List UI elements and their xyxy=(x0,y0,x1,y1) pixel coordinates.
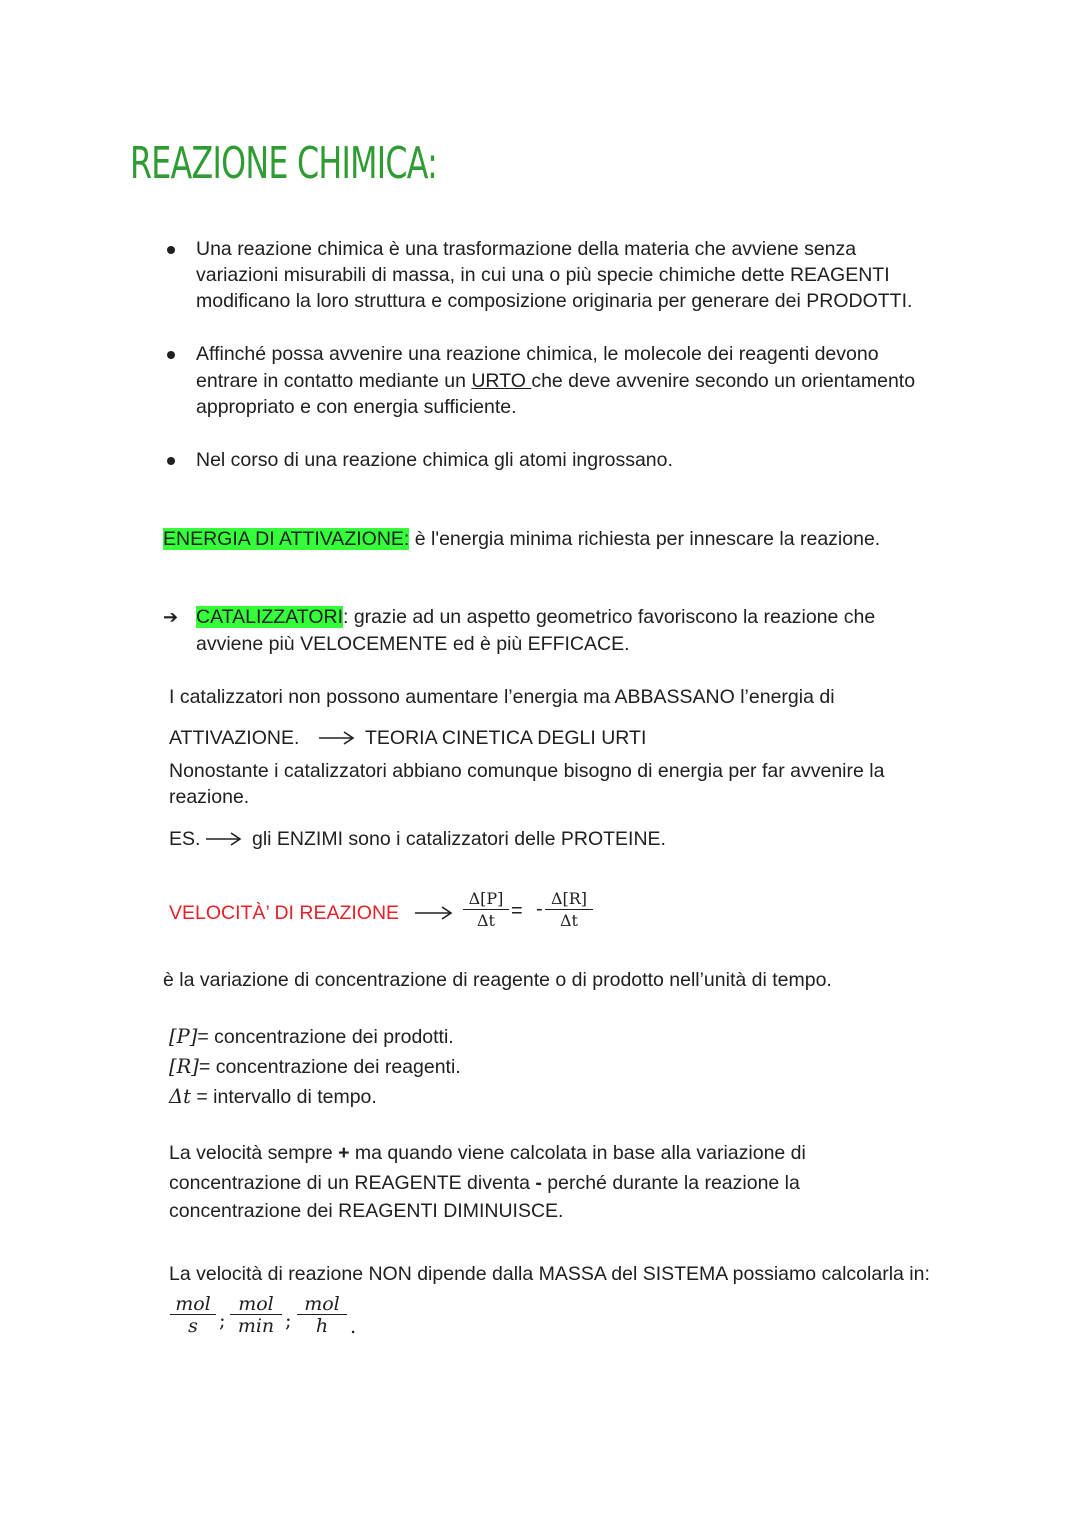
fraction-numerator: Δ[P] xyxy=(463,889,509,910)
paragraph-3-line-1: La velocità di reazione NON dipende dalla MASSA del SISTEMA possiamo calcolarla in: xyxy=(169,1263,930,1285)
bullet-dot xyxy=(167,246,175,254)
urto-text: URTO xyxy=(471,370,532,392)
unit-fraction xyxy=(170,1294,216,1337)
bullet-2-line-3: appropriato e con energia sufficiente. xyxy=(196,396,517,418)
paragraph-1-line-1: I catalizzatori non possono aumentare l’energia ma ABBASSANO l’energia di xyxy=(169,686,835,708)
equals-sign: = xyxy=(511,900,523,922)
fraction-denominator: Δt xyxy=(477,911,495,930)
energia-text: è l'energia minima richiesta per innescare la reazione. xyxy=(409,528,881,550)
plus-sign: + xyxy=(338,1142,350,1164)
esempio-text: gli ENZIMI sono i catalizzatori delle PROTEINE. xyxy=(252,828,666,850)
paragraph-1-line-2a: ATTIVAZIONE. xyxy=(169,727,300,749)
right-arrow-icon xyxy=(205,829,243,849)
bullet-1-line-1: Una reazione chimica è una trasformazione della materia che avviene senza xyxy=(196,238,857,260)
unit-end-period: . xyxy=(350,1315,357,1338)
legenda-text: = intervallo di tempo. xyxy=(190,1086,377,1108)
unit-numerator: mol xyxy=(170,1294,216,1315)
catalizzatori-text: : grazie ad un aspetto geometrico favoriscono la reazione che xyxy=(342,606,876,628)
bullet-dot xyxy=(167,457,175,465)
bullet-2-line-1: Affinché possa avvenire una reazione chimica, le molecole dei reagenti devono xyxy=(196,343,879,365)
paragraph-2-line-2-post: perché durante la reazione la xyxy=(541,1172,800,1194)
energia-attivazione xyxy=(163,526,880,552)
paragraph-2-line-2 xyxy=(169,1170,800,1196)
minus-sign: - xyxy=(536,898,543,920)
fraction-denominator: Δt xyxy=(560,911,578,930)
legenda-symbol: [P] xyxy=(169,1025,198,1048)
fraction-dp-dt xyxy=(463,889,509,932)
catalizzatori-line-1 xyxy=(196,604,875,630)
catalizzatori-highlight: CATALIZZATORI xyxy=(196,606,343,628)
unit-separator: ; xyxy=(285,1309,292,1332)
paragraph-1-line-4: reazione. xyxy=(169,786,250,808)
right-arrow-icon xyxy=(414,903,454,923)
paragraph-1-line-2b: TEORIA CINETICA DEGLI URTI xyxy=(365,727,647,749)
right-arrow-icon xyxy=(318,728,356,748)
unit-denominator: s xyxy=(188,1315,198,1337)
bullet-1-line-2: variazioni misurabili di massa, in cui una o più specie chimiche dette REAGENTI xyxy=(196,264,890,286)
paragraph-1-line-3: Nonostante i catalizzatori abbiano comunque bisogno di energia per far avvenire la xyxy=(169,760,885,782)
unit-denominator: min xyxy=(237,1315,275,1337)
bullet-3-line-1: Nel corso di una reazione chimica gli atomi ingrossano. xyxy=(196,449,673,471)
bullet-dot xyxy=(167,351,175,359)
unit-numerator: mol xyxy=(297,1294,347,1315)
unit-fraction xyxy=(297,1294,347,1337)
catalizzatori-line-2: avviene più VELOCEMENTE ed è più EFFICACE. xyxy=(196,633,630,655)
legenda-item xyxy=(169,1024,454,1050)
minus-sign: - xyxy=(535,1172,542,1194)
paragraph-2-line-3: concentrazione dei REAGENTI DIMINUISCE. xyxy=(169,1200,564,1222)
legenda-item xyxy=(169,1084,377,1110)
legenda-text: = concentrazione dei prodotti. xyxy=(197,1026,454,1048)
velocita-label: VELOCITÀ’ DI REAZIONE xyxy=(169,902,400,924)
legenda-text: = concentrazione dei reagenti. xyxy=(198,1056,461,1078)
definizione: è la variazione di concentrazione di reagente o di prodotto nell’unità di tempo. xyxy=(163,969,832,991)
unit-numerator: mol xyxy=(230,1294,282,1315)
page-title: REAZIONE CHIMICA: xyxy=(130,138,438,189)
legenda-symbol: [R] xyxy=(169,1055,199,1078)
fraction-dr-dt xyxy=(545,889,593,932)
esempio-label: ES. xyxy=(169,828,201,850)
arrow-bullet-icon: ➔ xyxy=(163,607,179,627)
paragraph-2-line-1 xyxy=(169,1140,806,1166)
unit-fraction xyxy=(230,1294,282,1337)
paragraph-2-line-2-pre: concentrazione di un REAGENTE diventa xyxy=(169,1172,536,1194)
unit-separator: ; xyxy=(219,1309,226,1332)
paragraph-2-line-1-pre: La velocità sempre xyxy=(169,1142,339,1164)
legenda-item xyxy=(169,1054,461,1080)
fraction-numerator: Δ[R] xyxy=(545,889,593,910)
unit-denominator: h xyxy=(315,1315,329,1337)
paragraph-2-line-1-post: ma quando viene calcolata in base alla variazione di xyxy=(349,1142,806,1164)
bullet-2-line-2-pre: entrare in contatto mediante un xyxy=(196,370,472,392)
bullet-2-line-2 xyxy=(196,368,915,394)
legenda-symbol: Δt xyxy=(169,1085,191,1108)
bullet-1-line-3: modificano la loro struttura e composizione originaria per generare dei PRODOTTI. xyxy=(196,290,913,312)
energia-highlight: ENERGIA DI ATTIVAZIONE: xyxy=(163,528,410,550)
bullet-2-line-2-post: che deve avvenire secondo un orientamento xyxy=(531,370,916,392)
